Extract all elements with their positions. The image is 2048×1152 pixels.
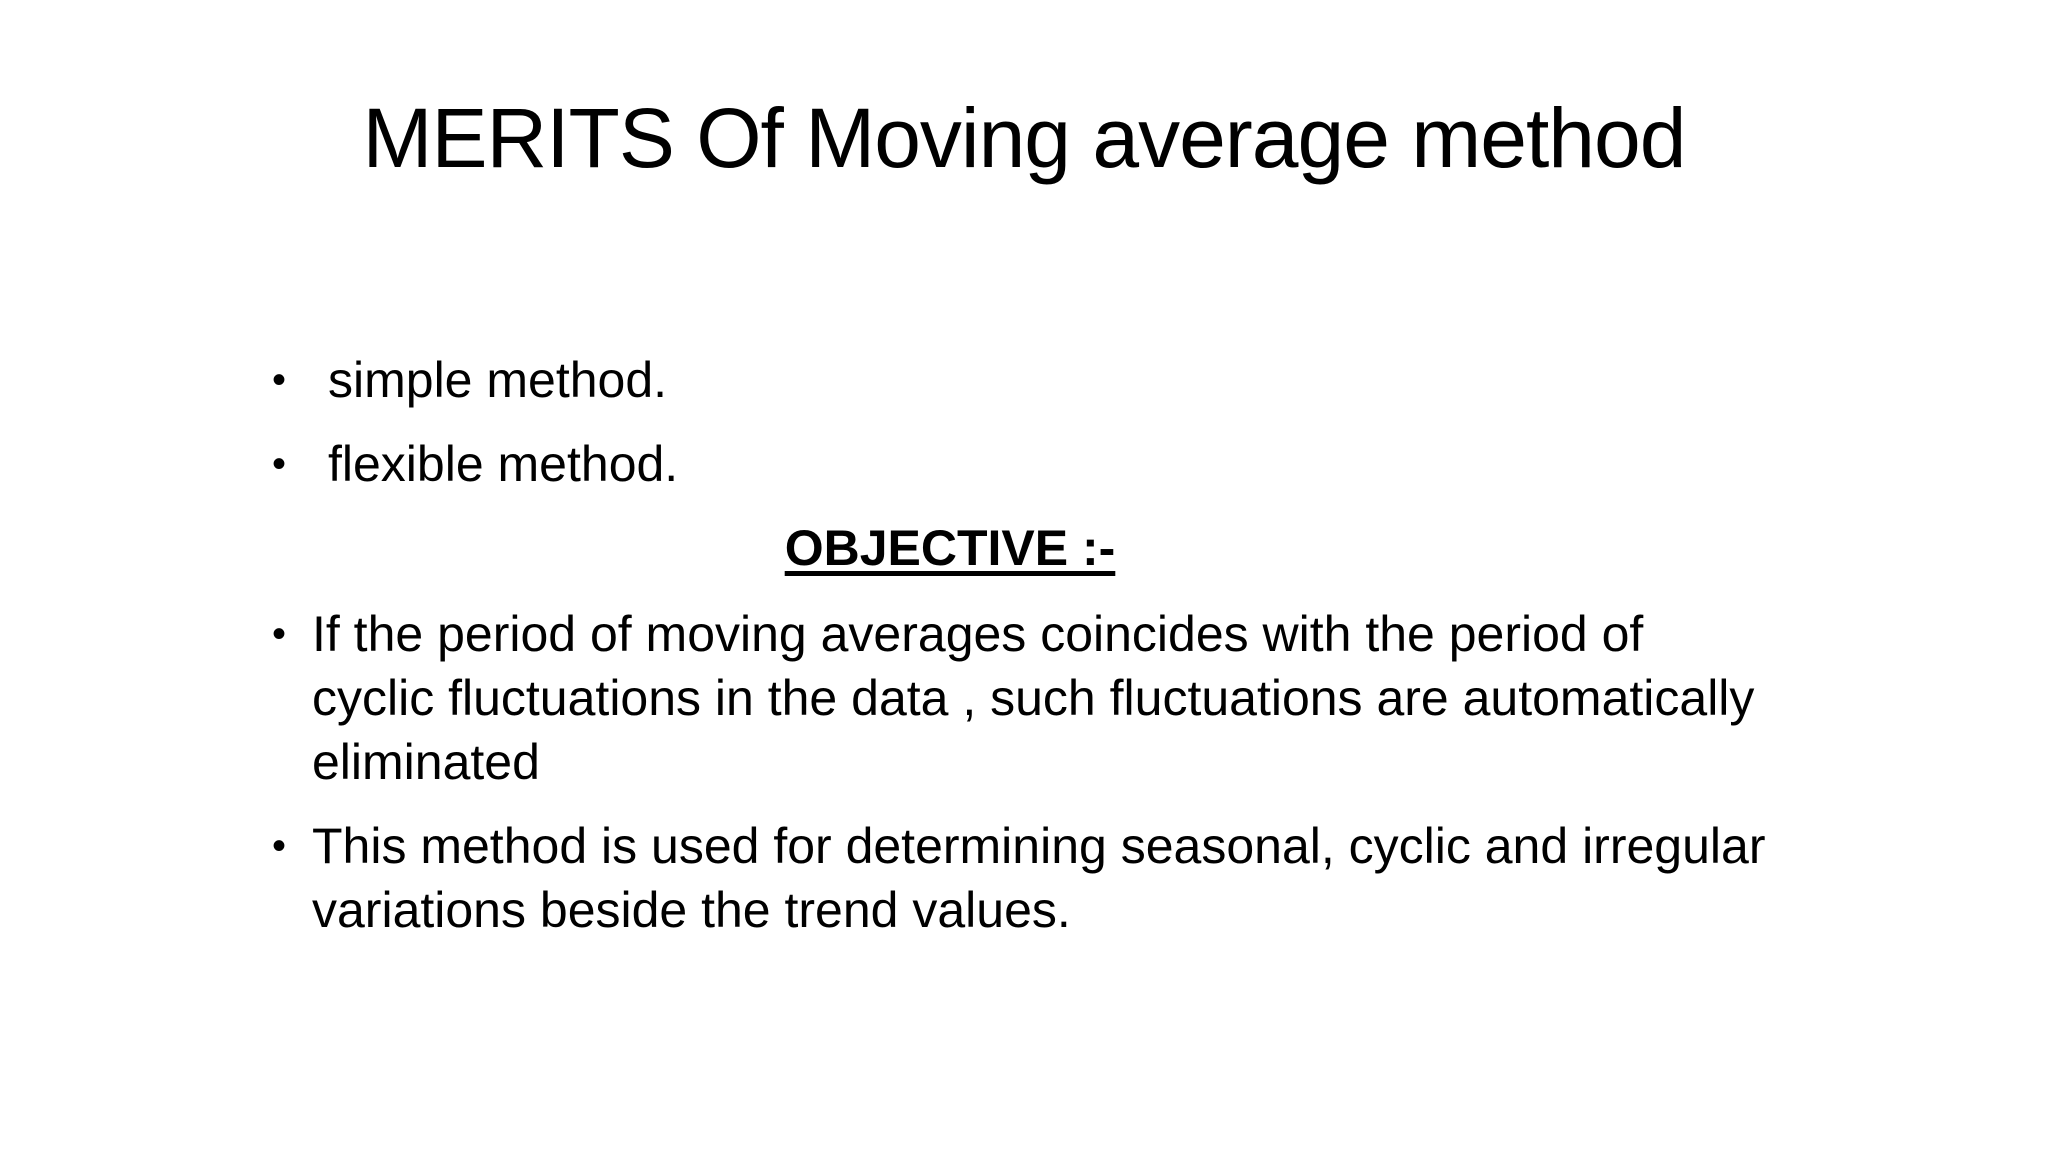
bullet-dot-icon: • (272, 442, 287, 486)
slide-title: MERITS Of Moving average method (362, 91, 1686, 185)
bullet-item-cyclic (270, 602, 1770, 794)
bullet-item-seasonal (270, 814, 1770, 942)
bullet-dot-icon: • (272, 358, 287, 402)
slide-content (270, 348, 1770, 962)
bullet-item-simple (270, 348, 1770, 412)
bullet-text: flexible method. (328, 436, 679, 492)
bullet-text: simple method. (328, 352, 668, 408)
bullet-text: This method is used for determining seasonal, cyclic and irregular variations beside the trend values. (312, 818, 1766, 938)
objective-heading: OBJECTIVE :- (784, 520, 1116, 576)
bullet-dot-icon: • (272, 824, 287, 868)
bullet-item-flexible (270, 432, 1770, 496)
bullet-text: If the period of moving averages coincides with the period of cyclic fluctuations in the data , such fluctuations are automatically eliminated (312, 606, 1755, 790)
bullet-dot-icon: • (272, 612, 287, 656)
